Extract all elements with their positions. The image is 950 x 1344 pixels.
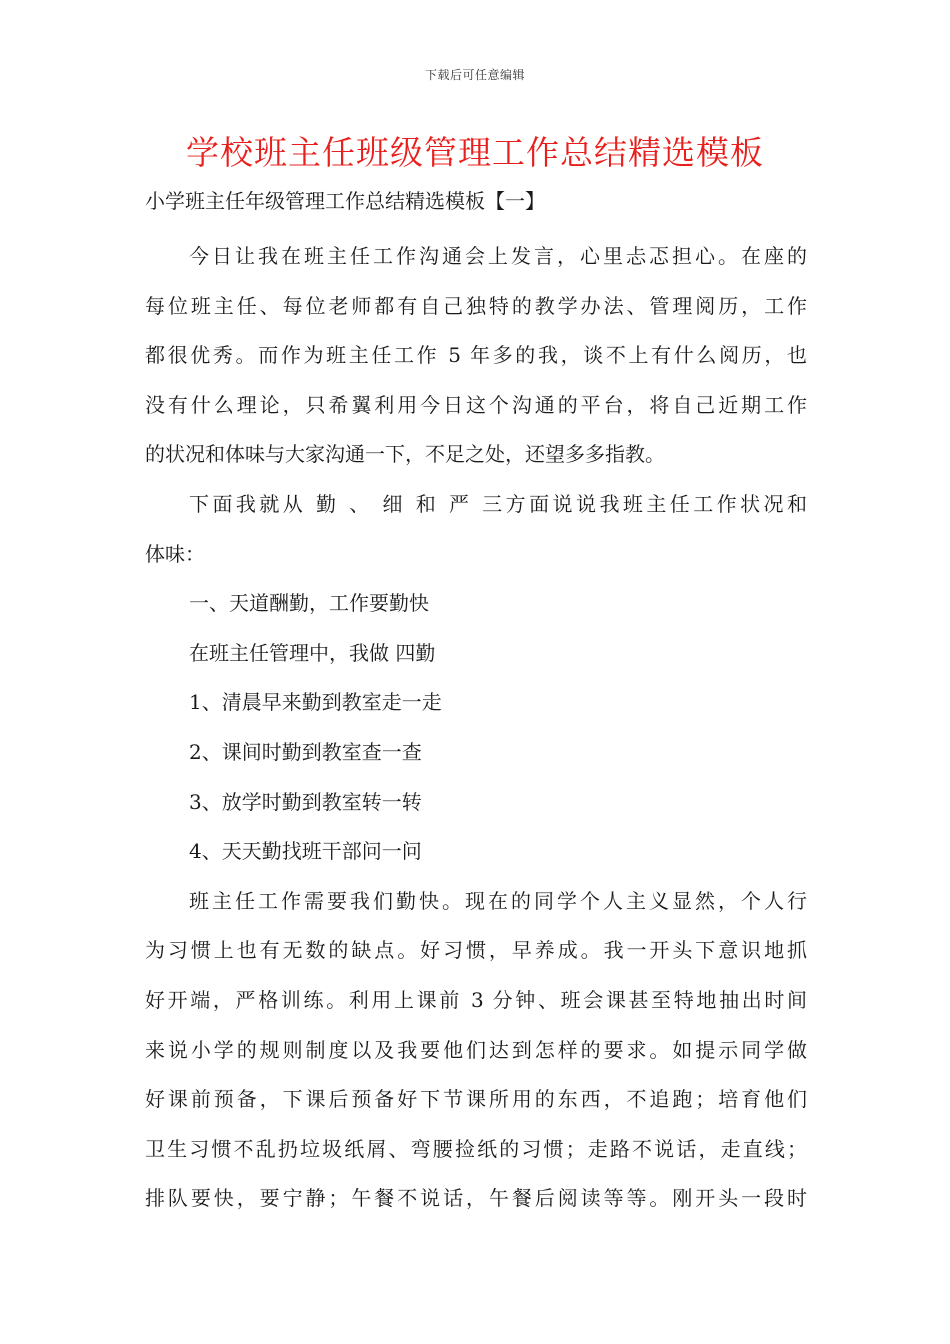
paragraph-line: 为习惯上也有无数的缺点。好习惯，早养成。我一开头下意识地抓 (145, 938, 807, 963)
section-heading: 一、天道酬勤，工作要勤快 (189, 591, 429, 616)
section-subtitle: 小学班主任年级管理工作总结精选模板【一】 (145, 189, 545, 213)
list-item: 1、清晨早来勤到教室走一走 (189, 690, 442, 715)
paragraph-line: 卫生习惯不乱扔垃圾纸屑、弯腰捡纸的习惯；走路不说话，走直线； (145, 1136, 807, 1161)
list-item: 4、天天勤找班干部问一问 (189, 839, 422, 864)
paragraph-line: 在班主任管理中，我做 四勤 (189, 640, 436, 665)
paragraph-line: 的状况和体味与大家沟通一下，不足之处，还望多多指教。 (145, 442, 665, 467)
paragraph-line: 体味： (145, 541, 205, 566)
paragraph-line: 排队要快，要宁静；午餐不说话，午餐后阅读等等。刚开头一段时 (145, 1186, 807, 1211)
paragraph-line: 班主任工作需要我们勤快。现在的同学个人主义显然，个人行 (189, 888, 807, 913)
paragraph-line: 今日让我在班主任工作沟通会上发言，心里忐忑担心。在座的 (189, 244, 807, 268)
paragraph-line: 都很优秀。而作为班主任工作 5 年多的我，谈不上有什么阅历，也 (145, 343, 807, 368)
document-title: 学校班主任班级管理工作总结精选模板 (186, 133, 764, 172)
paragraph-line: 好课前预备，下课后预备好下节课所用的东西，不追跑；培育他们 (145, 1087, 807, 1112)
body-text (145, 232, 807, 1224)
paragraph-line: 好开端，严格训练。利用上课前 3 分钟、班会课甚至特地抽出时间 (145, 987, 807, 1012)
paragraph-line: 下面我就从 勤 、 细 和 严 三方面说说我班主任工作状况和 (189, 491, 807, 516)
paragraph-line: 每位班主任、每位老师都有自己独特的教学办法、管理阅历，工作 (145, 293, 807, 318)
paragraph-line: 没有什么理论，只希翼利用今日这个沟通的平台，将自己近期工作 (145, 392, 807, 417)
header-note: 下载后可任意编辑 (424, 68, 525, 82)
list-item: 2、课间时勤到教室查一查 (189, 739, 422, 764)
list-item: 3、放学时勤到教室转一转 (189, 789, 422, 814)
paragraph-line: 来说小学的规则制度以及我要他们达到怎样的要求。如提示同学做 (145, 1037, 807, 1062)
